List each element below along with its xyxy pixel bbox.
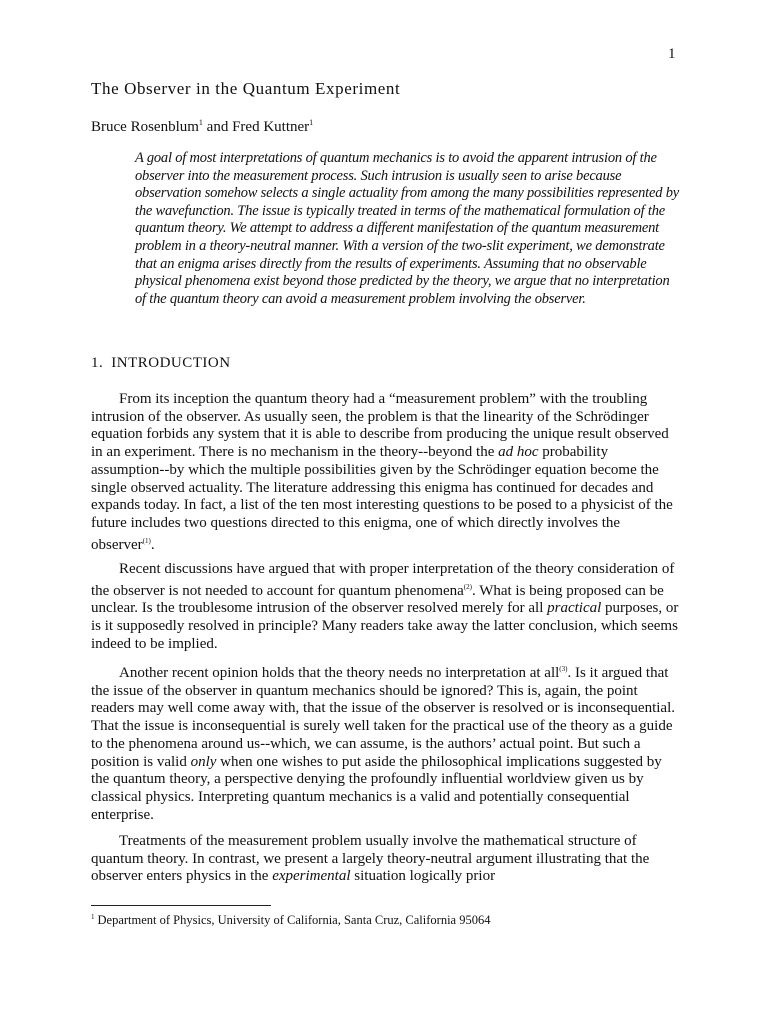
footnote-mark: 1 xyxy=(91,913,95,921)
citation-ref: (2) xyxy=(463,582,472,591)
emphasis-text: practical xyxy=(547,600,602,617)
text-run: From its inception the quantum theory had a “measurement problem” with the troubling intrusion of the observer. As usually seen, the problem is that the linearity of the Schrödinger equation forbids any system that it is able to describe from producing the unique result observed in an experiment. There is no mechanism in the theory--beyond the xyxy=(91,391,669,461)
text-run: Treatments of the measurement problem usually involve the mathematical structure of quantum theory. In contrast, we present a largely theory-neutral argument illustrating that the observer enters physics in the xyxy=(91,833,650,885)
text-run: situation logically prior xyxy=(350,868,496,885)
footnote-text: Department of Physics, University of California, Santa Cruz, California 95064 xyxy=(97,913,491,927)
author-affiliation-mark: 1 xyxy=(309,118,314,127)
text-run: Another recent opinion holds that the theory needs no interpretation at all xyxy=(119,665,560,681)
body-paragraph xyxy=(91,833,681,886)
body-paragraph xyxy=(91,561,681,654)
text-run: when one wishes to put aside the philosophical implications suggested by the quantum theory, a perspective denying the profoundly influential worldview given us by classical physics. Interpreting quantum mechanics is a valid and potentially consequential enterprise. xyxy=(91,753,662,823)
page-number: 1 xyxy=(668,46,676,62)
text-run: Recent discussions have argued that with proper interpretation of the theory consideration of the observer is not needed to account for quantum phenomena xyxy=(91,561,675,599)
section-heading xyxy=(91,355,231,372)
footnote xyxy=(91,913,490,928)
abstract: A goal of most interpretations of quantum mechanics is to avoid the apparent intrusion of the observer into the measurement process. Such intrusion is usually seen to arise because observation somehow selects a single actuality from among the many possibilities represented by the wavefunction. The issue is typically treated in terms of the mathematical formulation of the quantum theory. We attempt to address a different manifestation of the quantum measurement problem in a theory-neutral manner. With a version of the two-slit experiment, we demonstrate that an enigma arises directly from the results of experiments. Assuming that no observable physical phenomena exist beyond those predicted by the theory, we argue that no interpretation of the quantum theory can avoid a measurement problem involving the observer. xyxy=(135,150,680,307)
emphasis-text: only xyxy=(190,753,217,770)
text-run: . xyxy=(150,536,155,553)
author-name: Bruce Rosenblum xyxy=(91,119,199,135)
citation-ref: (1) xyxy=(142,536,151,545)
author-name: Fred Kuttner xyxy=(232,119,310,135)
author-affiliation-mark: 1 xyxy=(198,118,203,127)
emphasis-text: ad hoc xyxy=(498,444,539,461)
footnote-divider xyxy=(91,905,271,906)
text-run: . Is it argued that the issue of the observer in quantum mechanics should be ignored? This is, again, the point readers may well come away with, that the issue of the observer is resolved or is inconsequential. That the issue is inconsequential is surely well taken for the practical use of the theory as a guide to the phenomena around us--which, we can assume, is the authors’ actual point. But such a position is valid xyxy=(91,665,675,770)
body-paragraph xyxy=(91,661,681,824)
section-title: INTRODUCTION xyxy=(111,355,231,371)
text-run: . What is being proposed can be unclear. Is the troublesome intrusion of the observer resolved merely for all xyxy=(91,582,664,617)
emphasis-text: experimental xyxy=(272,868,351,885)
section-number: 1. xyxy=(91,355,104,371)
body-paragraph xyxy=(91,391,681,554)
author-joiner: and xyxy=(206,119,229,135)
text-run: probability assumption--by which the multiple possibilities given by the Schrödinger equation become the single observed actuality. The literature addressing this enigma has continued for decades and expands today. In fact, a list of the ten most interesting questions to be posed to a physicist of the future includes two questions directed to this enigma, one of which directly involves the observer xyxy=(91,444,673,553)
author-line xyxy=(91,118,313,136)
text-run: purposes, or is it supposedly resolved in principle? Many readers take away the latter conclusion, which seems indeed to be implied. xyxy=(91,600,679,652)
paper-title: The Observer in the Quantum Experiment xyxy=(91,79,401,98)
citation-ref: (3) xyxy=(559,665,568,673)
